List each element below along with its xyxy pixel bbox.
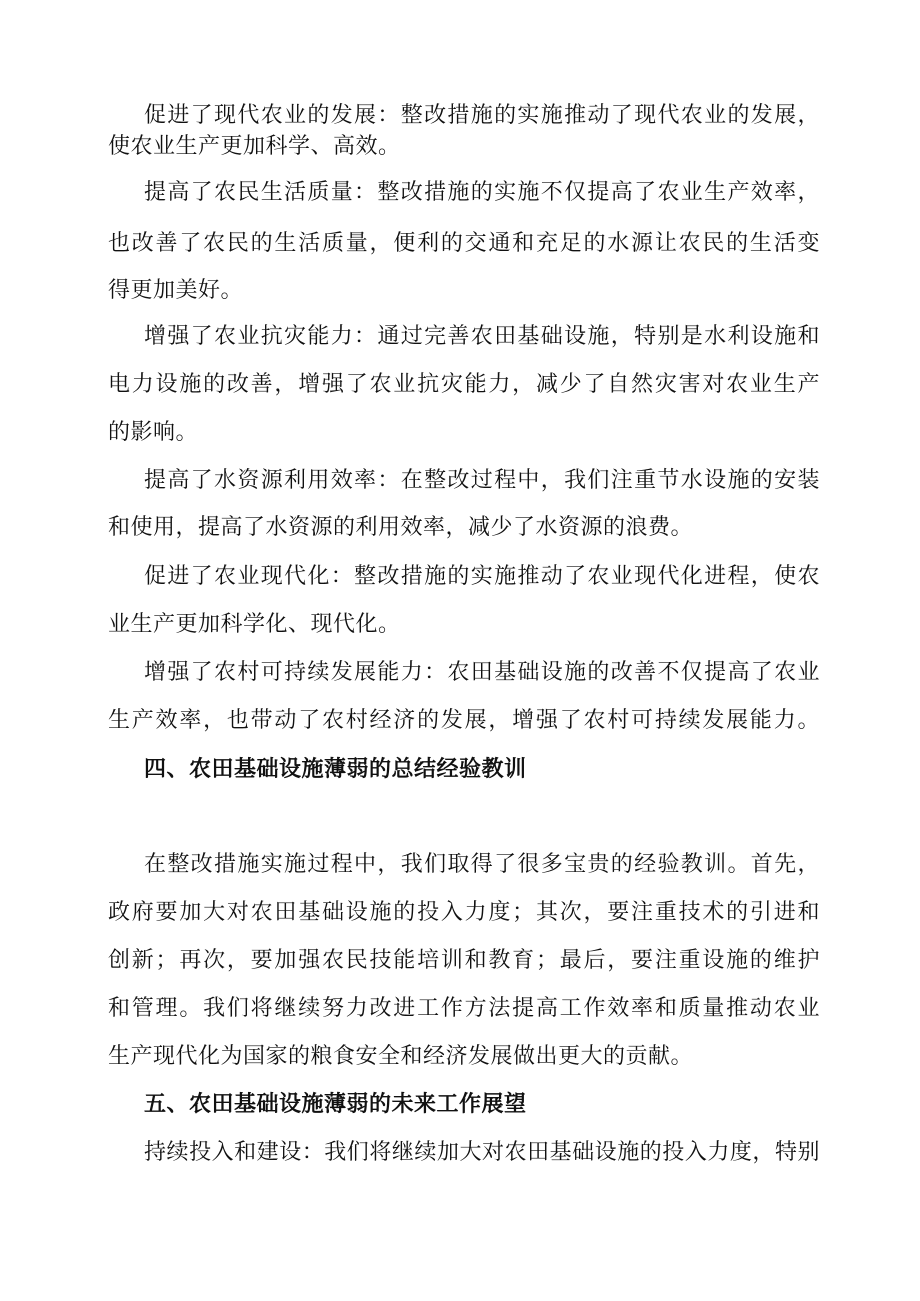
paragraph-line: 和使用，提高了水资源的利用效率，减少了水资源的浪费。 xyxy=(108,515,694,540)
section-heading: 五、农田基础设施薄弱的未来工作展望 xyxy=(144,1092,527,1117)
paragraph-line: 持续投入和建设：我们将继续加大对农田基础设施的投入力度，特别 xyxy=(144,1140,820,1165)
paragraph-line: 也改善了农民的生活质量，便利的交通和充足的水源让农民的生活变 xyxy=(108,231,820,256)
paragraph-line: 电力设施的改善，增强了农业抗灾能力，减少了自然灾害对农业生产 xyxy=(108,372,820,397)
paragraph-line: 增强了农村可持续发展能力：农田基础设施的改善不仅提高了农业 xyxy=(144,660,820,685)
paragraph-line: 促进了农业现代化：整改措施的实施推动了农业现代化进程，使农 xyxy=(144,564,820,589)
paragraph-line: 生产现代化为国家的粮食安全和经济发展做出更大的贡献。 xyxy=(108,1044,694,1069)
paragraph-line: 使农业生产更加科学、高效。 xyxy=(108,134,401,159)
paragraph-line: 和管理。我们将继续努力改进工作方法提高工作效率和质量推动农业 xyxy=(108,996,820,1021)
paragraph-line: 提高了水资源利用效率：在整改过程中，我们注重节水设施的安装 xyxy=(144,468,820,493)
paragraph-line: 的影响。 xyxy=(108,420,199,445)
paragraph-line: 促进了现代农业的发展：整改措施的实施推动了现代农业的发展， xyxy=(144,103,820,128)
paragraph-line: 创新；再次，要加强农民技能培训和教育；最后，要注重设施的维护 xyxy=(108,948,820,973)
paragraph-line: 提高了农民生活质量：整改措施的实施不仅提高了农业生产效率， xyxy=(144,180,820,205)
paragraph-line: 在整改措施实施过程中，我们取得了很多宝贵的经验教训。首先， xyxy=(144,852,820,877)
paragraph-line: 生产效率，也带动了农村经济的发展，增强了农村可持续发展能力。 xyxy=(108,708,820,733)
paragraph-line: 增强了农业抗灾能力：通过完善农田基础设施，特别是水利设施和 xyxy=(144,324,820,349)
paragraph-line: 业生产更加科学化、现代化。 xyxy=(108,612,401,637)
paragraph-line: 政府要加大对农田基础设施的投入力度；其次，要注重技术的引进和 xyxy=(108,900,820,925)
paragraph-line: 得更加美好。 xyxy=(108,278,244,303)
section-heading: 四、农田基础设施薄弱的总结经验教训 xyxy=(144,757,527,782)
